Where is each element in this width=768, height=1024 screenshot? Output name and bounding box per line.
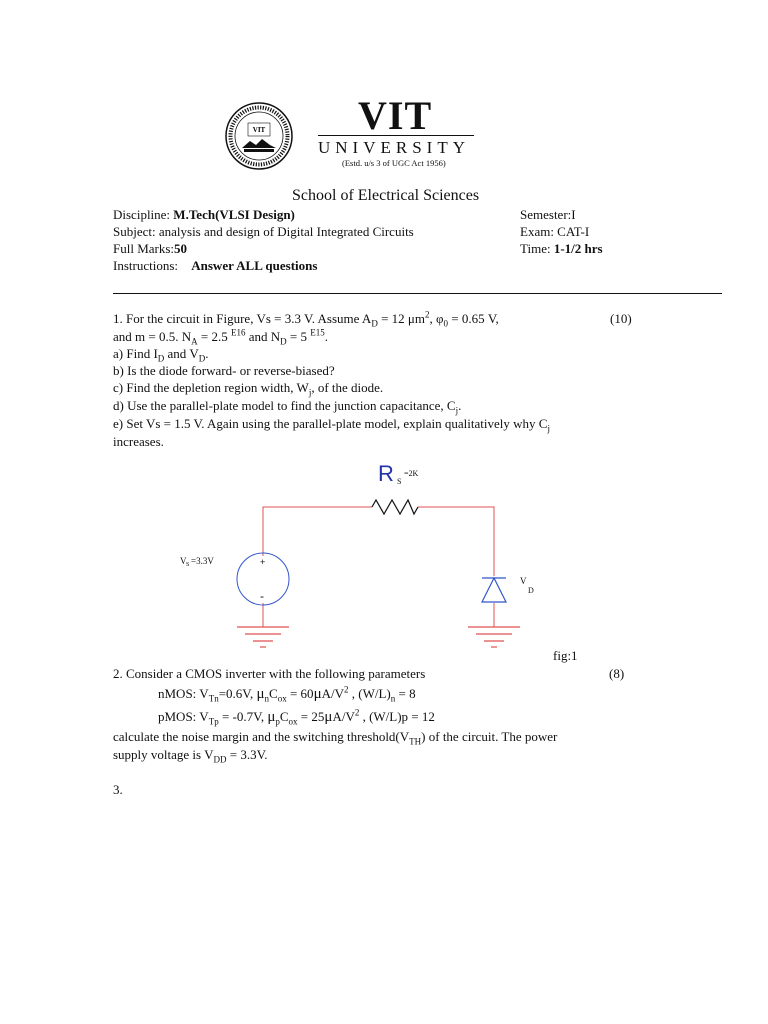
q1-part-e: e) Set Vs = 1.5 V. Again using the parallel-plate model, explain qualitatively why $C_j$ bbox=[113, 416, 550, 434]
brand-title: VIT bbox=[358, 93, 433, 138]
marks-value: 50 bbox=[174, 241, 188, 256]
q1-marks: (10) bbox=[610, 311, 632, 326]
svg-text:VIT: VIT bbox=[252, 126, 266, 134]
q3-number: 3. bbox=[113, 782, 123, 797]
school-title: School of Electrical Sciences bbox=[292, 187, 480, 204]
time-value: 1-1/2 hrs bbox=[553, 241, 603, 256]
q1-part-b: b) Is the diode forward- or reverse-biased? bbox=[113, 363, 335, 378]
diode-symbol bbox=[482, 578, 506, 602]
q1-line-2: and m = 0.5. $N_A = 2.5$ $^{E16}$ and $N_D = 5$ $^{E15}$. bbox=[113, 327, 328, 347]
subject: Subject: analysis and design of Digital Integrated Circuits bbox=[113, 224, 414, 239]
q1-part-e-cont: increases. bbox=[113, 434, 164, 449]
rs-sub: S bbox=[397, 477, 402, 486]
vs-value: =3.3V bbox=[191, 556, 214, 566]
q2-question-cont: supply voltage is $V_{DD} = 3.3V$. bbox=[113, 747, 268, 765]
instructions-label: Instructions: bbox=[113, 258, 178, 273]
q1-part-c: c) Find the depletion region width, $W_j$, of the diode. bbox=[113, 380, 384, 398]
vd-sub: D bbox=[528, 586, 534, 595]
q2-text: 2. Consider a CMOS inverter with the following parameters bbox=[113, 666, 426, 681]
q1-part-a: a) Find $I_D$ and $V_D$. bbox=[113, 346, 209, 364]
q1-part-d: d) Use the parallel-plate model to find the junction capacitance, $C_j$. bbox=[113, 398, 462, 416]
source-plus: + bbox=[260, 557, 266, 567]
q2-nmos: nMOS: $V_{Tn}=0.6V$, $\mu_nC_{ox} = 60\mu A/V^2$ , $(W/L)_n = 8$ bbox=[158, 684, 416, 704]
instructions-row bbox=[113, 258, 317, 274]
discipline-label: Discipline: bbox=[113, 207, 171, 222]
rs-value: =2K bbox=[404, 469, 419, 478]
discipline-value: M.Tech(VLSI Design) bbox=[173, 207, 295, 222]
vs-label: V bbox=[180, 556, 187, 566]
marks-row bbox=[113, 241, 187, 257]
circuit-wires bbox=[263, 507, 494, 627]
ground-right bbox=[468, 627, 520, 647]
vs-sub: S bbox=[186, 562, 190, 568]
university-seal bbox=[224, 101, 294, 171]
semester: Semester:I bbox=[520, 207, 576, 222]
vd-label: V bbox=[520, 576, 527, 586]
q1-line-1: 1. For the circuit in Figure, Vs = 3.3 V. Assume $A_D = 12$ $\mu m^2$, $\varphi_0 = 0.65$ V, bbox=[113, 309, 499, 329]
time-row bbox=[520, 241, 603, 257]
q2-pmos: pMOS: $V_{Tp} = -0.7V$, $\mu_pC_{ox} = 25\mu A/V^2$ , (W/L)p = 12 bbox=[158, 707, 435, 727]
q2-question: calculate the noise margin and the switching $threshold(V_{TH})$ of the circuit. The power bbox=[113, 729, 558, 747]
rs-label: R bbox=[378, 461, 394, 486]
q2-marks: (8) bbox=[609, 666, 625, 681]
marks-label: Full Marks: bbox=[113, 241, 175, 256]
source-minus: - bbox=[260, 589, 264, 603]
figure-caption: fig:1 bbox=[553, 648, 578, 663]
time-label: Time: bbox=[520, 241, 551, 256]
established-note: (Estd. u/s 3 of UGC Act 1956) bbox=[342, 158, 446, 168]
section-divider bbox=[113, 293, 722, 294]
university-label: UNIVERSITY bbox=[318, 138, 470, 157]
circuit-diagram bbox=[150, 450, 580, 650]
ground-left bbox=[237, 627, 289, 647]
header-divider bbox=[318, 135, 474, 136]
resistor-rs bbox=[372, 500, 418, 514]
discipline-row bbox=[113, 207, 295, 223]
exam: Exam: CAT-I bbox=[520, 224, 590, 239]
instructions-value: Answer ALL questions bbox=[191, 258, 318, 273]
